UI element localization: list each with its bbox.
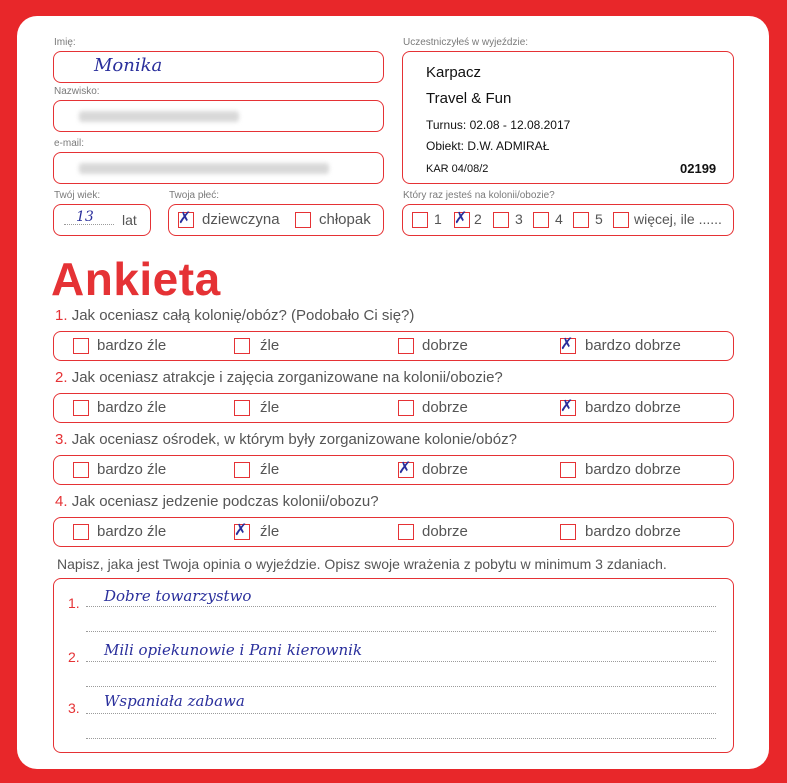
check-mark-icon: ✗ <box>234 520 248 539</box>
option-raz-5: 5 <box>595 211 603 227</box>
checkbox-raz-5[interactable] <box>573 212 589 228</box>
q4-checkbox-dobrze[interactable] <box>398 524 414 540</box>
label-uczestniczyles: Uczestniczyłeś w wyjeździe: <box>403 37 529 48</box>
option-raz-4: 4 <box>555 211 563 227</box>
q2-checkbox-bardzo-zle[interactable] <box>73 400 89 416</box>
q1-checkbox-bardzo-zle[interactable] <box>73 338 89 354</box>
option-chlopak: chłopak <box>319 211 371 228</box>
q3-option-bardzo-dobrze: bardzo dobrze <box>585 461 681 478</box>
q2-checkbox-bardzo-dobrze[interactable] <box>560 396 576 416</box>
email-field[interactable] <box>53 152 384 184</box>
option-raz-3: 3 <box>515 211 523 227</box>
nazwisko-field[interactable] <box>53 100 384 132</box>
q3-checkbox-dobrze[interactable] <box>398 458 414 478</box>
q1-option-bardzo-zle: bardzo źle <box>97 337 167 354</box>
plec-field <box>168 204 384 236</box>
q3-checkbox-bardzo-dobrze[interactable] <box>560 462 576 478</box>
q1-checkbox-bardzo-dobrze[interactable] <box>560 334 576 354</box>
label-wiek: Twój wiek: <box>54 190 101 201</box>
q3-checkbox-zle[interactable] <box>234 462 250 478</box>
checkbox-raz-2[interactable] <box>454 208 470 228</box>
label-imie: Imię: <box>54 37 76 48</box>
checkbox-raz-3[interactable] <box>493 212 509 228</box>
option-dziewczyna: dziewczyna <box>202 211 280 228</box>
question-1-text: 1. Jak oceniasz całą kolonię/obóz? (Podobało Ci się?) <box>55 307 415 324</box>
question-2-text: 2. Jak oceniasz atrakcje i zajęcia zorganizowane na kolonii/obozie? <box>55 369 503 386</box>
opinion-box[interactable] <box>53 578 734 753</box>
q2-option-bardzo-dobrze: bardzo dobrze <box>585 399 681 416</box>
redacted-email <box>79 163 329 174</box>
q1-option-zle: źle <box>260 337 280 354</box>
q3-option-bardzo-zle: bardzo źle <box>97 461 167 478</box>
trip-organizer: Travel & Fun <box>426 90 512 107</box>
option-raz-1: 1 <box>434 211 442 227</box>
wiek-suffix: lat <box>122 212 137 228</box>
question-3-text: 3. Jak oceniasz ośrodek, w którym były zorganizowane kolonie/obóz? <box>55 431 517 448</box>
trip-info-box <box>402 51 734 184</box>
imie-field[interactable] <box>53 51 384 83</box>
wiek-field[interactable] <box>53 204 151 236</box>
q2-option-zle: źle <box>260 399 280 416</box>
question-1-options <box>53 331 734 361</box>
question-4-text: 4. Jak oceniasz jedzenie podczas kolonii/obozu? <box>55 493 379 510</box>
q1-checkbox-zle[interactable] <box>234 338 250 354</box>
opinion-line-3-text: Wspaniała zabawa <box>104 692 245 710</box>
checkbox-chlopak[interactable] <box>295 212 311 228</box>
trip-place: Karpacz <box>426 64 482 81</box>
option-raz-wiecej: więcej, ile ...... <box>634 211 722 227</box>
question-2-options <box>53 393 734 423</box>
imie-value: Monika <box>94 55 163 76</box>
checkbox-raz-1[interactable] <box>412 212 428 228</box>
q3-option-zle: źle <box>260 461 280 478</box>
opinion-line-3-number: 3. <box>68 700 80 716</box>
checkbox-raz-wiecej[interactable] <box>613 212 629 228</box>
q4-option-dobrze: dobrze <box>422 523 468 540</box>
q3-checkbox-bardzo-zle[interactable] <box>73 462 89 478</box>
opinion-line-1-number: 1. <box>68 595 80 611</box>
q4-option-zle: źle <box>260 523 280 540</box>
label-nazwisko: Nazwisko: <box>54 86 100 97</box>
q4-checkbox-bardzo-dobrze[interactable] <box>560 524 576 540</box>
opinion-line-1-text: Dobre towarzystwo <box>104 587 252 605</box>
label-plec: Twoja płeć: <box>169 190 220 201</box>
option-raz-2: 2 <box>474 211 482 227</box>
q1-checkbox-dobrze[interactable] <box>398 338 414 354</box>
q2-option-dobrze: dobrze <box>422 399 468 416</box>
checkbox-raz-4[interactable] <box>533 212 549 228</box>
q2-checkbox-dobrze[interactable] <box>398 400 414 416</box>
question-4-options <box>53 517 734 547</box>
q1-option-bardzo-dobrze: bardzo dobrze <box>585 337 681 354</box>
ktory-raz-field <box>402 204 734 236</box>
q2-option-bardzo-zle: bardzo źle <box>97 399 167 416</box>
q2-checkbox-zle[interactable] <box>234 400 250 416</box>
page-title: Ankieta <box>51 253 221 305</box>
opinion-line-2-number: 2. <box>68 649 80 665</box>
q4-option-bardzo-dobrze: bardzo dobrze <box>585 523 681 540</box>
question-3-options <box>53 455 734 485</box>
trip-code: KAR 04/08/2 <box>426 163 489 175</box>
q4-checkbox-zle[interactable] <box>234 520 250 540</box>
q1-option-dobrze: dobrze <box>422 337 468 354</box>
q4-checkbox-bardzo-zle[interactable] <box>73 524 89 540</box>
check-mark-icon: ✗ <box>454 208 468 227</box>
opinion-line-2-text: Mili opiekunowie i Pani kierownik <box>104 641 363 659</box>
label-email: e-mail: <box>54 138 85 149</box>
q4-option-bardzo-zle: bardzo źle <box>97 523 167 540</box>
check-mark-icon: ✗ <box>398 458 412 477</box>
label-ktory-raz: Który raz jesteś na kolonii/obozie? <box>403 190 555 201</box>
check-mark-icon: ✗ <box>178 208 192 227</box>
wiek-value: 13 <box>76 209 94 225</box>
check-mark-icon: ✗ <box>560 334 574 353</box>
trip-obiekt: Obiekt: D.W. ADMIRAŁ <box>426 139 550 153</box>
trip-number: 02199 <box>680 161 717 176</box>
opinion-prompt: Napisz, jaka jest Twoja opinia o wyjeździe. Opisz swoje wrażenia z pobytu w minimum 3 zdaniach. <box>57 556 667 572</box>
check-mark-icon: ✗ <box>560 396 574 415</box>
redacted-surname <box>79 111 239 122</box>
trip-turnus: Turnus: 02.08 - 12.08.2017 <box>426 118 571 132</box>
checkbox-dziewczyna[interactable] <box>178 208 194 228</box>
q3-option-dobrze: dobrze <box>422 461 468 478</box>
